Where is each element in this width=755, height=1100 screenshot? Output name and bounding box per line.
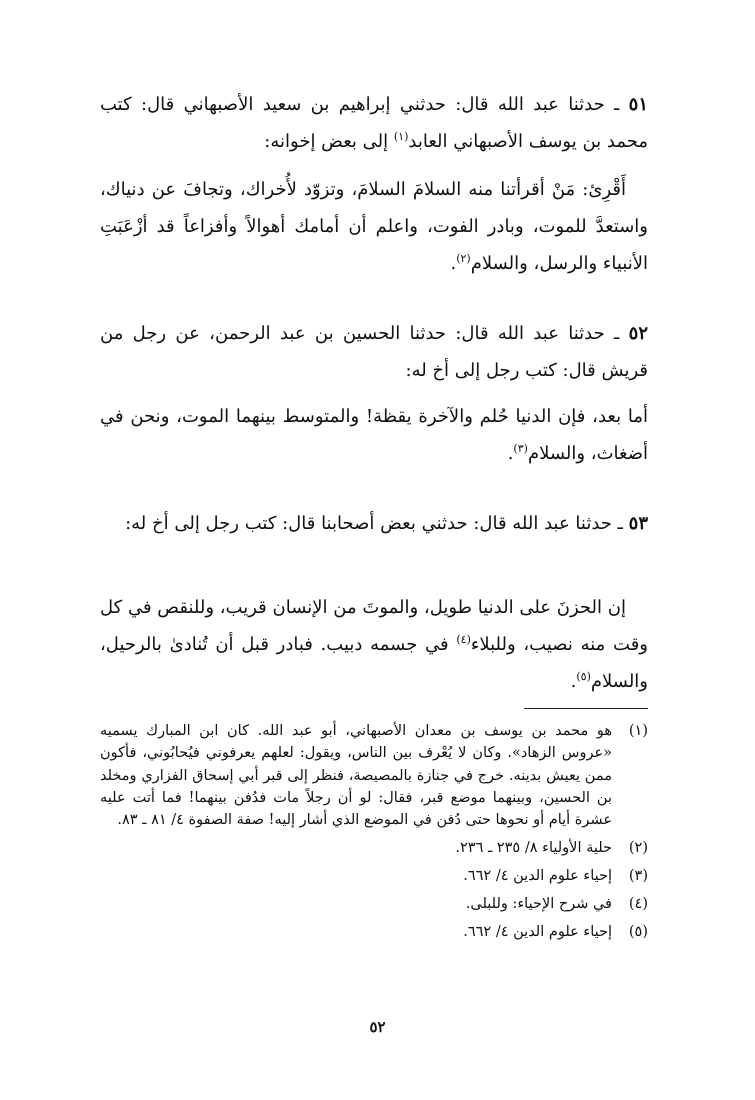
footnote-marker: (٣) [628,868,648,885]
entry-52-quote: أما بعد، فإن الدنيا حُلم والآخرة يقظة! والمتوسط بينهما الموت، ونحن في أضغاث، والسلام$^{(٣)}$. [100,406,648,464]
footnote-text: هو محمد بن يوسف بن معدان الأصبهاني، أبو عبد الله. كان ابن المبارك يسميه «عروس الزهاد». وكان لا يُعْرف بين الناس، ويقول: لعلهم يعرفوني فيُحابُوني، فأكون ممن يعيش بدينه. خرج في جنازة بالمصيصة، فنظر إلى قبر أبي إسحاق الفزاري ومخلد بن الحسين، وبينهما موضع قبر، فقال: لو أن رجلاً مات فدُفن بينهما! فما أتت عليه عشرة أيام أو نحوها حتى دُفن في الموضع الذي أشار إليه! صفة الصفوة ٤/ ٨١ ـ ٨٣. [100,723,612,829]
footnote-ref: (١) [393,130,409,143]
entry-52-chain: ٥٢ ـ حدثنا عبد الله قال: حدثنا الحسين بن عبد الرحمن، عن رجل من قريش قال: كتب رجل إلى أخ له: [100,323,648,381]
footnote-text: حلية الأولياء ٨/ ٢٣٥ ـ ٢٣٦. [455,840,612,857]
footnote-text: إحياء علوم الدين ٤/ ٦٦٢. [463,868,612,885]
entry-52-quote-block [100,398,648,472]
entry-53-quote: إن الحزنَ على الدنيا طويل، والموتَ من الإنسان قريب، وللنقص في كل وقت منه نصيب، وللبلاء$^{(٤)}$ في جسمه دبيب. فبادر قبل أن تُنادىٰ بالرحيل، والسلام$^{(٥)}$. [100,597,648,692]
entry-53 [100,505,648,542]
entry-53-chain: ٥٣ ـ حدثنا عبد الله قال: حدثني بعض أصحابنا قال: كتب رجل إلى أخ له: [125,513,648,534]
footnote-1 [100,720,648,831]
footnote-divider [524,708,648,709]
footnote-marker: (٥) [628,924,648,941]
footnotes [100,720,648,949]
footnote-ref: (٣) [513,442,528,455]
footnote-marker: (٢) [628,840,648,857]
footnote-ref: (٤) [456,633,471,646]
footnote-5 [100,921,648,943]
entry-51-chain: ٥١ ـ حدثنا عبد الله قال: حدثني إبراهيم بن سعيد الأصبهاني قال: كتب محمد بن يوسف الأصبهاني العابد$^{(١)}$ إلى بعض إخوانه: [100,94,648,152]
entry-52 [100,315,648,389]
footnote-2 [100,837,648,859]
page-number: ٥٢ [369,1018,386,1036]
entry-53-quote-block [100,589,648,700]
footnote-4 [100,893,648,915]
footnote-text: إحياء علوم الدين ٤/ ٦٦٢. [463,924,612,941]
footnote-text: في شرح الإحياء: وللبلى. [465,896,612,913]
entry-number: ٥٣ [628,513,648,534]
footnote-ref: (٥) [576,670,591,683]
footnote-marker: (١) [628,723,648,739]
entry-number: ٥١ [628,94,648,115]
entry-51-quote-block [100,171,648,282]
entry-51 [100,86,648,160]
footnote-3 [100,865,648,887]
entry-number: ٥٢ [628,323,648,344]
footnote-marker: (٤) [628,896,648,913]
entry-51-quote: أَقْرِئ: مَنْ أقرأتنا منه السلامَ السلامَ، وتزوّد لأُخراك، وتجافَ عن دنياك، واستعدَّ للموت، وبادر الفوت، واعلم أن أمامك أهوالاً وأفزاعاً قد أزْعَبَتِ الأنبياء والرسل، والسلام$^{(٢)}$. [100,179,648,274]
footnote-ref: (٢) [456,252,471,265]
